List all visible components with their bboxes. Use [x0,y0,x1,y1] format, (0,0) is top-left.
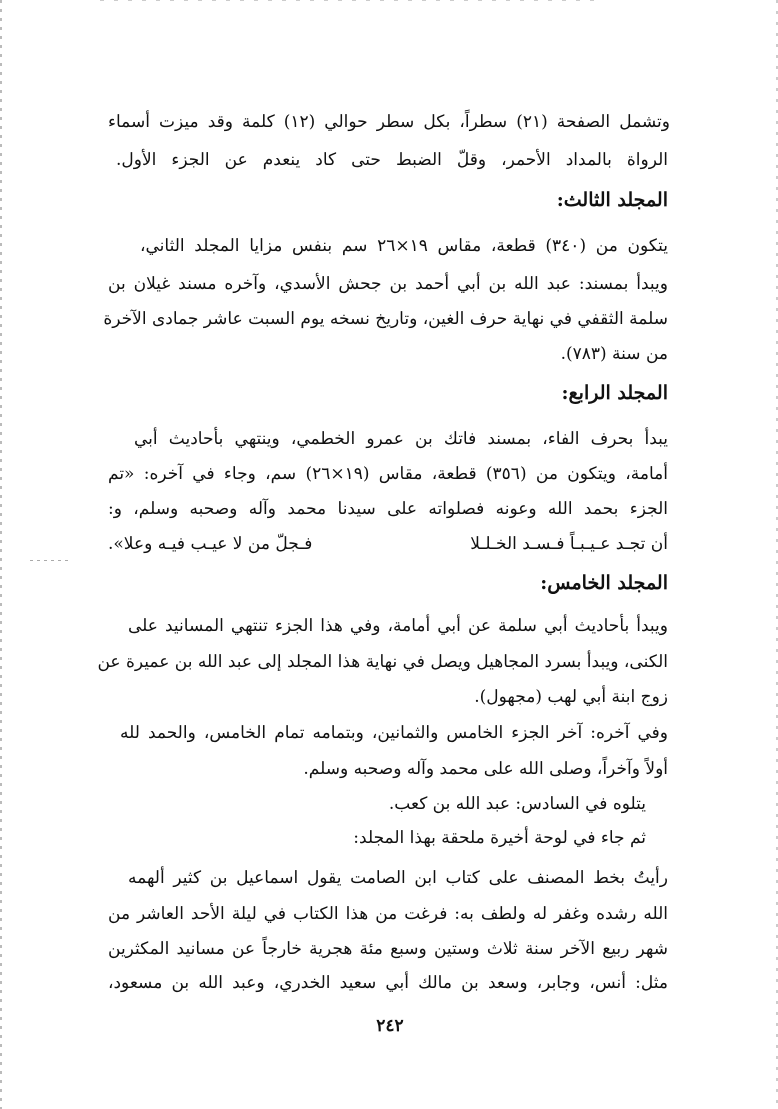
volume5-end-line-2: أولاً وآخراً، وصلى الله على محمد وآله وصحبه وسلم. [303,759,668,779]
volume3-line-4: من سنة (٧٨٣). [560,344,668,364]
volume4-heading: المجلد الرابع: [561,382,668,404]
volume5-plate-note: ثم جاء في لوحة أخيرة ملحقة بهذا المجلد: [353,828,646,848]
volume3-line-2: ويبدأ بمسند: عبد الله بن أبي أحمد بن جحش الأسدي، وآخره مسند غيلان بن [108,274,668,294]
verse-second-hemistich: فـجلّ من لا عيـب فيـه وعلا». [108,534,313,554]
volume5-next-volume: يتلوه في السادس: عبد الله بن كعب. [388,794,646,814]
volume4-line-1: يبدأ بحرف الفاء، بمسند فاتك بن عمرو الخطمي، وينتهي بأحاديث أبي [134,429,668,449]
left-edge-shadow [0,0,2,1109]
quote-line-2: الله رشده وغفر له ولطف به: فرغت من هذا الكتاب في ليلة الأحد العاشر من [108,904,668,924]
intro-line-1: وتشمل الصفحة (٢١) سطراً، بكل سطر حوالي (١٢) كلمة وقد ميزت أسماء [108,112,670,132]
margin-speck [30,560,70,561]
volume5-line-2: الكنى، ويبدأ بسرد المجاهيل ويصل في نهاية هذا المجلد إلى عبد الله بن عميرة عن [97,652,668,672]
quote-line-4: مثل: أنس، وجابر، وسعد بن مالك أبي سعيد الخدري، وعبد الله بن مسعود، [108,973,668,993]
quote-line-3: شهر ربيع الآخر سنة ثلاث وستين وسبع مئة هجرية خارجاً عن مسانيد المكثرين [108,939,668,959]
volume5-line-1: ويبدأ بأحاديث أبي سلمة عن أبي أمامة، وفي هذا الجزء تنتهي المسانيد على [128,616,668,636]
volume4-line-3: الجزء بحمد الله وعونه فصلواته على سيدنا محمد وآله وصحبه وسلم، و: [108,499,668,519]
volume4-line-2: أمامة، ويتكون من (٣٥٦) قطعة، مقاس (١٩×٢٦) سم، وجاء في آخره: «تم [108,464,668,484]
verse-first-hemistich: أن تجـد عـيـبـاً فـسـد الخـلـلا [470,534,668,554]
page-number: ٢٤٢ [376,1016,404,1036]
volume5-end-line-1: وفي آخره: آخر الجزء الخامس والثمانين، وبتمامه تمام الخامس، والحمد لله [120,723,668,743]
intro-line-2: الرواة بالمداد الأحمر، وقلّ الضبط حتى كاد ينعدم عن الجزء الأول. [116,150,668,170]
volume3-heading: المجلد الثالث: [556,189,668,211]
quote-line-1: رأيتُ بخط المصنف على كتاب ابن الصامت يقول اسماعيل بن كثير ألهمه [128,868,668,888]
top-edge-mark [100,0,600,1]
volume5-heading: المجلد الخامس: [540,572,668,594]
volume5-line-3: زوج ابنة أبي لهب (مجهول). [474,687,668,707]
volume3-line-3: سلمة الثقفي في نهاية حرف الغين، وتاريخ نسخه يوم السبت عاشر جمادى الآخرة [103,309,668,329]
volume3-line-1: يتكون من (٣٤٠) قطعة، مقاس ١٩×٢٦ سم بنفس مزايا المجلد الثاني، [140,236,669,256]
